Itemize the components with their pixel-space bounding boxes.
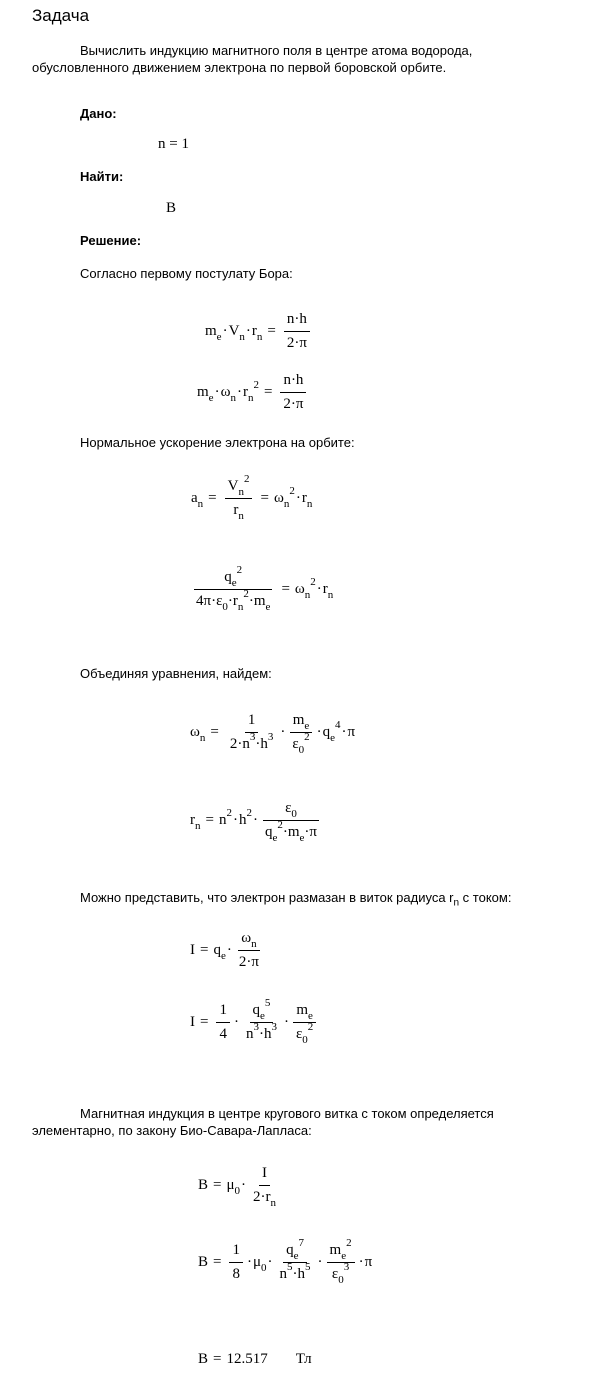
find-expr: B [166, 200, 177, 216]
equation-induction-expanded: B = $\frac{1}{8}$ · $\mu_0$ · $\frac{q_e^7}{n^5\cdot h^5}$ · $\frac{m_e^2}{\varepsilon_0^3}$ · π [198, 1237, 373, 1286]
equation-bohr-velocity: $m_e$ · $V_n$ · $r_n$ = $\frac{n\cdot h}{2\cdot\pi}$ [205, 311, 313, 352]
equation-current-expanded: I = $\frac{1}{4}$ · $\frac{q_e^5}{n^3\cdot h^3}$ · $\frac{m_e}{\varepsilon_0^2}$ [190, 1002, 319, 1043]
text-combine: Объединяя уравнения, найдем: [80, 666, 272, 681]
given-label: Дано: [80, 106, 117, 121]
result-lhs: B [198, 1351, 209, 1367]
equation-current: I = $q_e$ · $\frac{\omega_n}{2\cdot\pi}$ [190, 930, 259, 970]
equation-induction: B = $\mu_0$ · $\frac{I}{2\cdot r_n}$ [198, 1165, 277, 1209]
problem-line-1: Вычислить индукцию магнитного поля в центре атома водорода, [80, 43, 473, 58]
equation-radius: $r_n$ = $n^2$ · $h^2$ · $\frac{\varepsilon_0}{q_e^2\cdot m_e\cdot\pi}$ [190, 800, 317, 844]
text-biot-savart-line-1: Магнитная индукция в центре кругового витка с током определяется [80, 1106, 494, 1121]
result-unit: Тл [295, 1351, 312, 1367]
equation-coulomb-balance: $\frac{q_e^2}{4\pi\cdot\varepsilon_0\cdot r_n^2\cdot m_e}$ = $\omega_n^2$ · $r_n$ [196, 564, 334, 613]
equation-omega: $\omega_n$ = $\frac{1}{2\cdot n^3\cdot h^3}$ · $\frac{m_e}{\varepsilon_0^2}$ · $q_e^4$ · π [190, 712, 356, 756]
equation-bohr-angular: $m_e$ · $\omega_n$ · $r_n^2$ = $\frac{n\cdot h}{2\cdot\pi}$ [197, 372, 309, 413]
text-biot-savart-line-2: элементарно, по закону Био-Савара-Лапласа: [32, 1123, 312, 1138]
find-label: Найти: [80, 169, 124, 184]
problem-line-2: обусловленного движением электрона по первой боровской орбите. [32, 60, 447, 75]
result-equals: = [213, 1351, 222, 1367]
result-value: 12.517 [226, 1351, 268, 1367]
equation-acceleration: $a_n$ = $\frac{V_n^2}{r_n}$ = $\omega_n^2$ · $r_n$ [191, 473, 313, 522]
given-expr: n = 1 [158, 136, 189, 152]
text-smeared-electron: Можно представить, что электрон размазан в виток радиуса $r_n$ с током: [80, 890, 512, 909]
solution-label: Решение: [80, 233, 142, 248]
text-normal-acceleration: Нормальное ускорение электрона на орбите: [80, 435, 355, 450]
text-bohr-postulate: Согласно первому постулату Бора: [80, 266, 293, 281]
page-title: Задача [32, 6, 90, 25]
result-line [198, 1351, 312, 1368]
